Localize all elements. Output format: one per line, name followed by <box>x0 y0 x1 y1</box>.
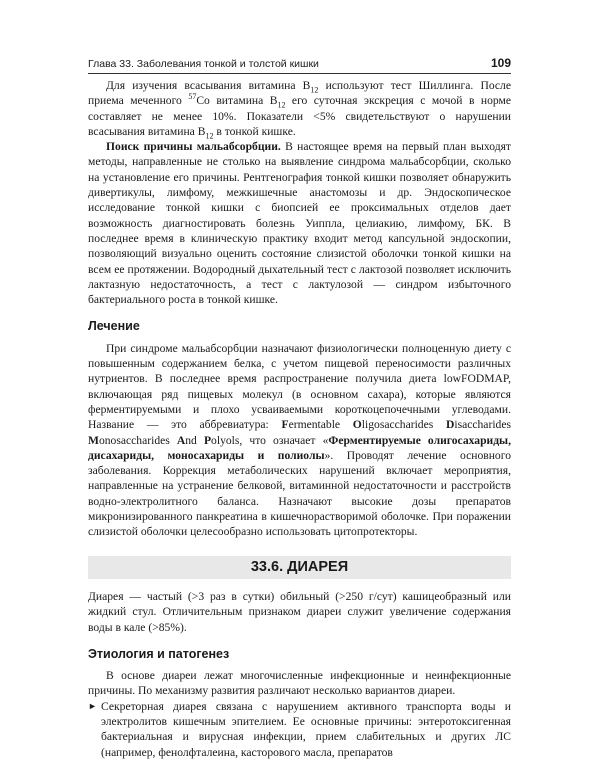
heading-treatment: Лечение <box>88 319 140 334</box>
paragraph-etiology: В основе диареи лежат многочисленные инфекционные и неинфекционные причины. По механизму развития различают несколько вариантов диареи. <box>88 669 511 698</box>
list-item-secretory-diarrhea: ► Секреторная диарея связана с нарушением активного транспорта воды и электролитов кишечным эпителием. Ее основные причины: энтеротоксигенная бактериальная и вирусная инфекции, прием слабительных и других ЛС (например, фенолфталеина, касторового масла, препаратов <box>88 699 511 759</box>
page-body <box>88 78 511 760</box>
paragraph-diarrhea-definition: Диарея — частый (>3 раз в сутки) обильный (>250 г/сут) кашицеобразный или жидкий стул. Отличительным признаком диареи служит увеличение содержания воды в кале (>85%). <box>88 589 511 634</box>
running-head <box>88 52 511 74</box>
paragraph-schilling-test: Для изучения всасывания витамина $B_{12}$ используют тест Шиллинга. После приема меченного $^{57}$Co витамина $B_{12}$ его суточная экскреция с мочой в норме составляет не менее 10%. Показатели <5% свидетельствуют о нарушении всасывания витамина $B_{12}$ в тонкой кишке. <box>88 79 511 141</box>
heading-etiology: Этиология и патогенез <box>88 646 230 661</box>
triangle-bullet-icon: ► <box>88 700 97 711</box>
section-title-diarrhea: 33.6. ДИАРЕЯ <box>88 556 511 579</box>
paragraph-treatment: При синдроме мальабсорбции назначают физиологически полноценную диету с повышенным содержанием белка, с учетом пищевой переносимости различных нутриентов. В последнее время распространение получила диета lowFODMAP, включающая ряд пищевых молекул (в основном сахара), которые являются ферментируемыми и плохо усваиваемыми короткоцепочечными углеводами. Название — это аббревиатура: Fermentable Oligosaccharides Disaccharides Monosaccharides And Polyols, что означает «Ферментируемые олигосахариды, дисахариды, моносахариды и полиолы». Проводят лечение основного заболевания. Коррекция метаболических нарушений включает мероприятия, направленные на устранение белковой, витаминной недостаточности и расстройств водно-электролитного баланса. Назначают высокие дозы препаратов микронизированного панкреатина в кишечнорастворимой оболочке. При поражении слизистой оболочки целесообразно использовать цитопротекторы. <box>88 341 512 539</box>
fodmap-expansion: Ферментируемые олигосахариды, дисахариды, моносахариды и полиолы <box>88 433 512 462</box>
chapter-title: Глава 33. Заболевания тонкой и толстой кишки <box>88 58 319 70</box>
run-in-heading: Поиск причины мальабсорбции. <box>106 140 281 154</box>
paragraph-malabsorption-causes: Поиск причины мальабсорбции. В настоящее время на первый план выходят методы, направленные не столько на выявление синдрома мальабсорбции, сколько на установление его причины. Рентгенография тонкой кишки позволяет обнаружить дивертикулы, лимфому, межкишечные анастомозы и др. Эндоскопическое исследование тонкой кишки с биопсией ее проксимальных отделов дает возможность диагностировать болезнь Уиппла, целиакию, лимфому, БК. В последнее время в клиническую практику входит метод капсульной эндоскопии, позволяющий визуально оценить состояние слизистой оболочки тонкой кишки на всем ее протяжении. Водородный дыхательный тест с лактозой позволяет исключить лактазную недостаточность, а тест с лактулозой — синдром избыточного бактериального роста в тонкой кишке. <box>88 140 511 307</box>
page-number: 109 <box>490 56 511 70</box>
